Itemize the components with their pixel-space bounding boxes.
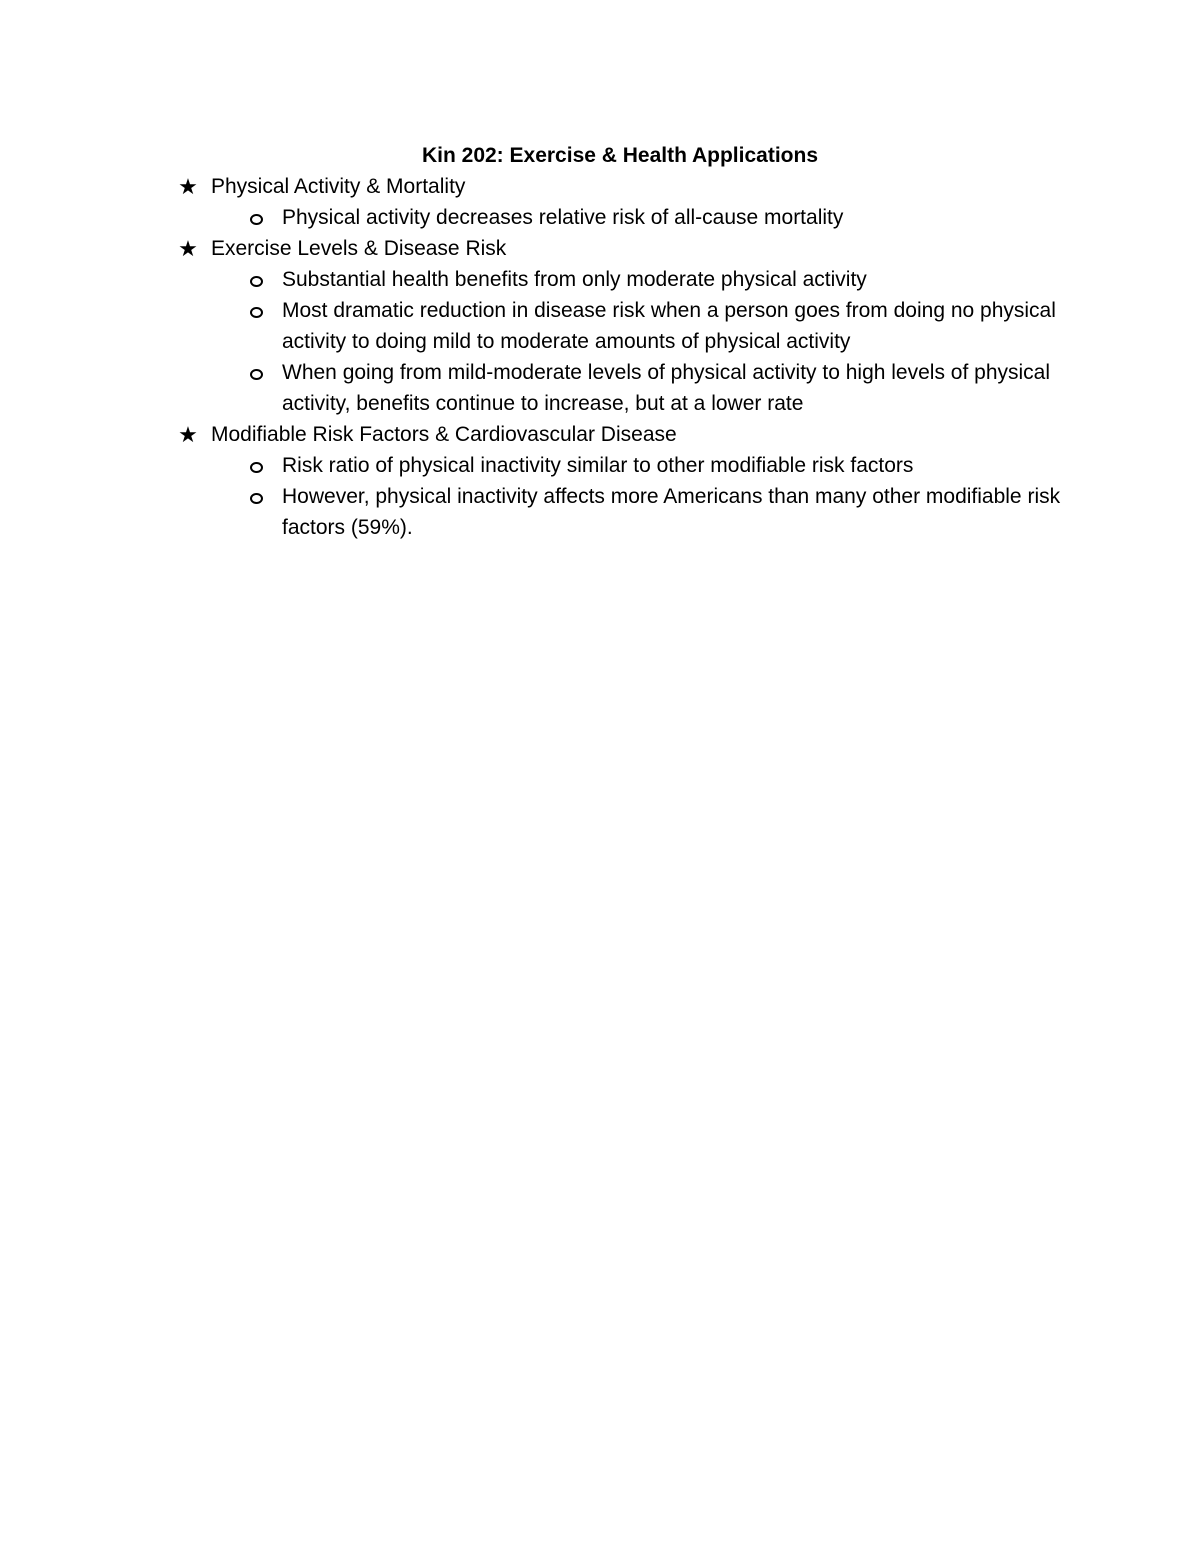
section-heading-text: Exercise Levels & Disease Risk [211, 237, 507, 260]
list-item-text: Risk ratio of physical inactivity similar to other modifiable risk factors [282, 454, 914, 477]
list-item [175, 295, 1065, 357]
list-item [175, 202, 1065, 233]
hollow-circle-icon [247, 202, 265, 233]
section-heading [175, 233, 1065, 264]
section-heading [175, 171, 1065, 202]
list-item-text: However, physical inactivity affects more Americans than many other modifiable risk factors (59%). [282, 485, 1061, 539]
list-item-text: Most dramatic reduction in disease risk when a person goes from doing no physical activity to doing mild to moderate amounts of physical activity [282, 299, 1056, 353]
list-item [175, 264, 1065, 295]
hollow-circle-icon [247, 295, 265, 326]
section-heading-text: Modifiable Risk Factors & Cardiovascular Disease [211, 423, 677, 446]
document-title: Kin 202: Exercise & Health Applications [421, 144, 819, 167]
star-icon: ★ [178, 422, 198, 447]
hollow-circle-icon [247, 450, 265, 481]
list-item [175, 357, 1065, 419]
star-icon: ★ [178, 174, 198, 199]
document-body [175, 140, 1065, 543]
list-item-text: When going from mild-moderate levels of physical activity to high levels of physical activity, benefits continue to increase, but at a lower rate [282, 361, 1051, 415]
list-item-text: Substantial health benefits from only moderate physical activity [282, 268, 867, 291]
list-item [175, 450, 1065, 481]
hollow-circle-icon [247, 481, 265, 512]
section-heading [175, 419, 1065, 450]
list-item [175, 481, 1065, 543]
hollow-circle-icon [247, 264, 265, 295]
hollow-circle-icon [247, 357, 265, 388]
list-item-text: Physical activity decreases relative risk of all-cause mortality [282, 206, 844, 229]
star-icon: ★ [178, 236, 198, 261]
section-heading-text: Physical Activity & Mortality [211, 175, 466, 198]
